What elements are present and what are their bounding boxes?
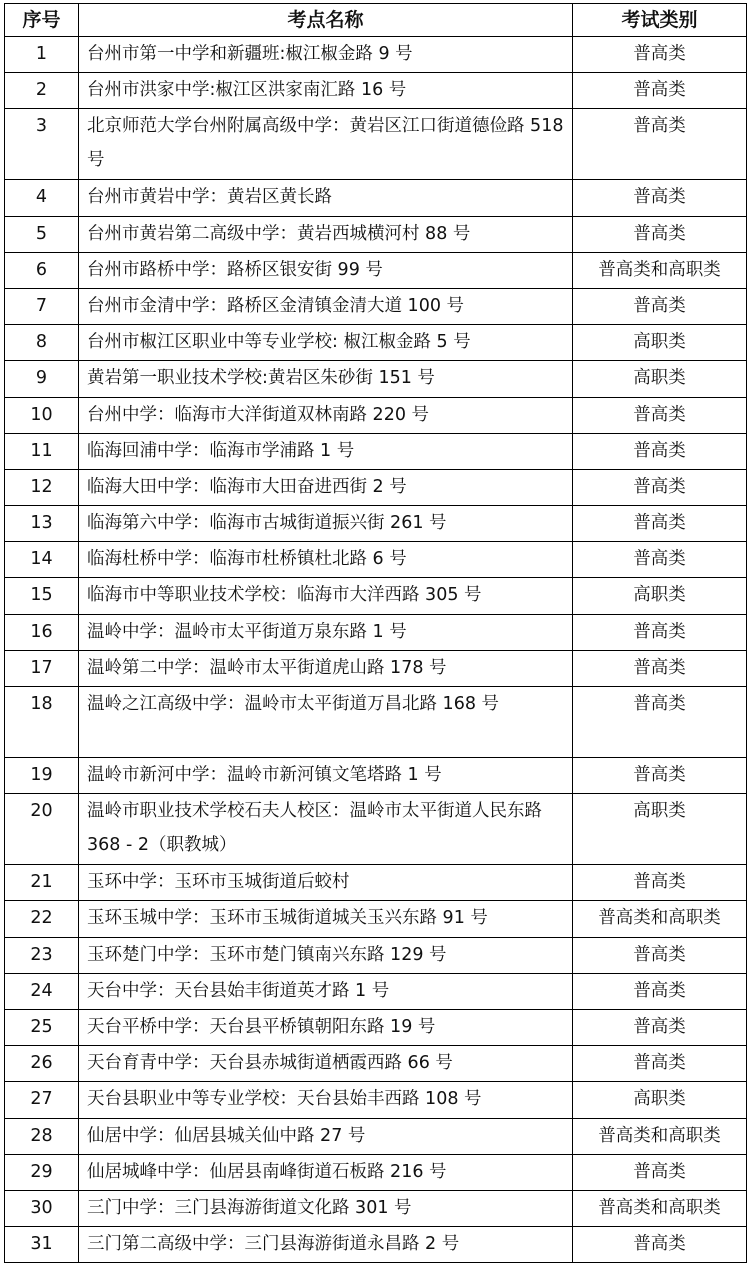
row-site-name: 台州中学：临海市大洋街道双林南路 220 号 bbox=[79, 397, 573, 433]
row-index: 15 bbox=[5, 578, 79, 614]
row-category: 普高类 bbox=[573, 180, 747, 216]
row-index: 3 bbox=[5, 109, 79, 180]
header-category: 考试类别 bbox=[573, 4, 747, 37]
row-site-name: 温岭中学：温岭市太平街道万泉东路 1 号 bbox=[79, 614, 573, 650]
row-index: 17 bbox=[5, 650, 79, 686]
row-index: 31 bbox=[5, 1227, 79, 1263]
table-row bbox=[5, 1009, 747, 1045]
row-index: 4 bbox=[5, 180, 79, 216]
row-site-name: 三门第二高级中学：三门县海游街道永昌路 2 号 bbox=[79, 1227, 573, 1263]
row-category: 普高类 bbox=[573, 865, 747, 901]
row-index: 1 bbox=[5, 37, 79, 73]
row-site-name: 玉环中学：玉环市玉城街道后蛟村 bbox=[79, 865, 573, 901]
row-category: 普高类 bbox=[573, 73, 747, 109]
row-category: 高职类 bbox=[573, 1082, 747, 1118]
table-row bbox=[5, 73, 747, 109]
table-row bbox=[5, 687, 747, 758]
table-row bbox=[5, 901, 747, 937]
row-category: 普高类 bbox=[573, 1046, 747, 1082]
row-site-name: 临海回浦中学：临海市学浦路 1 号 bbox=[79, 433, 573, 469]
row-category: 普高类 bbox=[573, 758, 747, 794]
table-row bbox=[5, 252, 747, 288]
row-site-name: 仙居城峰中学：仙居县南峰街道石板路 216 号 bbox=[79, 1154, 573, 1190]
exam-sites-table bbox=[4, 3, 747, 1263]
row-category: 普高类和高职类 bbox=[573, 1118, 747, 1154]
table-row bbox=[5, 361, 747, 397]
row-site-name: 临海大田中学：临海市大田奋进西街 2 号 bbox=[79, 469, 573, 505]
row-index: 6 bbox=[5, 252, 79, 288]
row-category: 普高类 bbox=[573, 1154, 747, 1190]
header-name: 考点名称 bbox=[79, 4, 573, 37]
table-row bbox=[5, 614, 747, 650]
row-category: 普高类 bbox=[573, 614, 747, 650]
table-row bbox=[5, 542, 747, 578]
table-row bbox=[5, 469, 747, 505]
row-category: 普高类 bbox=[573, 288, 747, 324]
row-site-name: 仙居中学：仙居县城关仙中路 27 号 bbox=[79, 1118, 573, 1154]
row-index: 27 bbox=[5, 1082, 79, 1118]
row-index: 16 bbox=[5, 614, 79, 650]
row-index: 14 bbox=[5, 542, 79, 578]
row-category: 普高类 bbox=[573, 216, 747, 252]
table-row bbox=[5, 180, 747, 216]
table-row bbox=[5, 758, 747, 794]
row-index: 28 bbox=[5, 1118, 79, 1154]
row-category: 普高类 bbox=[573, 469, 747, 505]
row-index: 13 bbox=[5, 506, 79, 542]
row-category: 普高类 bbox=[573, 1227, 747, 1263]
table-row bbox=[5, 433, 747, 469]
row-site-name: 温岭市新河中学：温岭市新河镇文笔塔路 1 号 bbox=[79, 758, 573, 794]
row-category: 普高类 bbox=[573, 109, 747, 180]
row-category: 普高类 bbox=[573, 506, 747, 542]
table-row bbox=[5, 1082, 747, 1118]
row-category: 普高类 bbox=[573, 433, 747, 469]
row-index: 18 bbox=[5, 687, 79, 758]
row-site-name: 温岭第二中学：温岭市太平街道虎山路 178 号 bbox=[79, 650, 573, 686]
row-site-name: 玉环楚门中学：玉环市楚门镇南兴东路 129 号 bbox=[79, 937, 573, 973]
row-site-name: 台州市金清中学：路桥区金清镇金清大道 100 号 bbox=[79, 288, 573, 324]
row-category: 普高类 bbox=[573, 1009, 747, 1045]
table-row bbox=[5, 973, 747, 1009]
row-category: 普高类 bbox=[573, 397, 747, 433]
row-index: 29 bbox=[5, 1154, 79, 1190]
row-category: 普高类 bbox=[573, 37, 747, 73]
table-row bbox=[5, 937, 747, 973]
row-index: 25 bbox=[5, 1009, 79, 1045]
row-index: 12 bbox=[5, 469, 79, 505]
row-site-name: 黄岩第一职业技术学校:黄岩区朱砂街 151 号 bbox=[79, 361, 573, 397]
row-category: 普高类 bbox=[573, 542, 747, 578]
row-index: 11 bbox=[5, 433, 79, 469]
row-site-name: 台州市椒江区职业中等专业学校: 椒江椒金路 5 号 bbox=[79, 325, 573, 361]
row-site-name: 台州市黄岩中学：黄岩区黄长路 bbox=[79, 180, 573, 216]
row-category: 普高类 bbox=[573, 687, 747, 758]
row-category: 普高类 bbox=[573, 937, 747, 973]
header-index: 序号 bbox=[5, 4, 79, 37]
row-index: 10 bbox=[5, 397, 79, 433]
row-index: 2 bbox=[5, 73, 79, 109]
table-row bbox=[5, 1190, 747, 1226]
row-site-name: 临海市中等职业技术学校：临海市大洋西路 305 号 bbox=[79, 578, 573, 614]
row-site-name: 台州市洪家中学:椒江区洪家南汇路 16 号 bbox=[79, 73, 573, 109]
row-site-name: 温岭市职业技术学校石夫人校区：温岭市太平街道人民东路 368 - 2（职教城） bbox=[79, 794, 573, 865]
table-row bbox=[5, 397, 747, 433]
row-index: 19 bbox=[5, 758, 79, 794]
table-row bbox=[5, 865, 747, 901]
row-category: 高职类 bbox=[573, 794, 747, 865]
table-row bbox=[5, 1154, 747, 1190]
row-site-name: 天台县职业中等专业学校：天台县始丰西路 108 号 bbox=[79, 1082, 573, 1118]
table-row bbox=[5, 288, 747, 324]
row-site-name: 台州市第一中学和新疆班:椒江椒金路 9 号 bbox=[79, 37, 573, 73]
row-category: 普高类 bbox=[573, 650, 747, 686]
row-category: 普高类和高职类 bbox=[573, 1190, 747, 1226]
row-category: 高职类 bbox=[573, 361, 747, 397]
table-row bbox=[5, 506, 747, 542]
row-index: 26 bbox=[5, 1046, 79, 1082]
row-index: 9 bbox=[5, 361, 79, 397]
table-row bbox=[5, 794, 747, 865]
table-row bbox=[5, 578, 747, 614]
row-site-name: 天台平桥中学：天台县平桥镇朝阳东路 19 号 bbox=[79, 1009, 573, 1045]
row-site-name: 天台育青中学：天台县赤城街道栖霞西路 66 号 bbox=[79, 1046, 573, 1082]
row-category: 普高类 bbox=[573, 973, 747, 1009]
table-row bbox=[5, 216, 747, 252]
row-site-name: 临海杜桥中学：临海市杜桥镇杜北路 6 号 bbox=[79, 542, 573, 578]
table-row bbox=[5, 650, 747, 686]
row-site-name: 北京师范大学台州附属高级中学：黄岩区江口街道德俭路 518 号 bbox=[79, 109, 573, 180]
row-index: 24 bbox=[5, 973, 79, 1009]
table-body bbox=[5, 37, 747, 1263]
row-site-name: 三门中学：三门县海游街道文化路 301 号 bbox=[79, 1190, 573, 1226]
row-index: 30 bbox=[5, 1190, 79, 1226]
row-index: 20 bbox=[5, 794, 79, 865]
row-site-name: 临海第六中学：临海市古城街道振兴街 261 号 bbox=[79, 506, 573, 542]
row-category: 高职类 bbox=[573, 325, 747, 361]
row-index: 8 bbox=[5, 325, 79, 361]
row-index: 5 bbox=[5, 216, 79, 252]
table-row bbox=[5, 325, 747, 361]
row-site-name: 天台中学：天台县始丰街道英才路 1 号 bbox=[79, 973, 573, 1009]
table-row bbox=[5, 37, 747, 73]
table-row bbox=[5, 1227, 747, 1263]
row-category: 高职类 bbox=[573, 578, 747, 614]
row-index: 21 bbox=[5, 865, 79, 901]
row-index: 7 bbox=[5, 288, 79, 324]
table-header-row bbox=[5, 4, 747, 37]
row-site-name: 台州市黄岩第二高级中学：黄岩西城横河村 88 号 bbox=[79, 216, 573, 252]
row-category: 普高类和高职类 bbox=[573, 901, 747, 937]
row-index: 23 bbox=[5, 937, 79, 973]
table-row bbox=[5, 1118, 747, 1154]
table-row bbox=[5, 1046, 747, 1082]
row-site-name: 台州市路桥中学：路桥区银安街 99 号 bbox=[79, 252, 573, 288]
row-category: 普高类和高职类 bbox=[573, 252, 747, 288]
table-row bbox=[5, 109, 747, 180]
row-index: 22 bbox=[5, 901, 79, 937]
row-site-name: 玉环玉城中学：玉环市玉城街道城关玉兴东路 91 号 bbox=[79, 901, 573, 937]
row-site-name: 温岭之江高级中学：温岭市太平街道万昌北路 168 号 bbox=[79, 687, 573, 758]
